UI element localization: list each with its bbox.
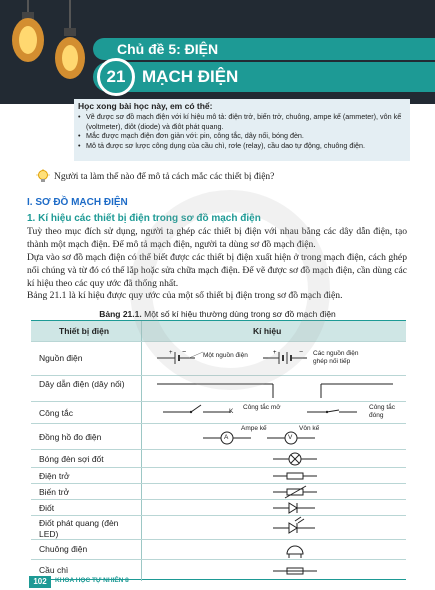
symbol-note: Công tắc đóng bbox=[369, 404, 396, 419]
objectives-box bbox=[74, 99, 410, 161]
objective-item: • Vẽ được sơ đồ mạch điện với kí hiệu mô tả: điện trở, biến trở, chuông, ampe kế (ammeter), vôn kế (voltmeter), điôt (diode) và điôt phát quang. bbox=[78, 112, 406, 131]
table-row bbox=[31, 499, 406, 515]
wire-symbol bbox=[143, 376, 405, 402]
row-label: Bóng đèn sợi đốt bbox=[39, 454, 104, 464]
svg-text:+: + bbox=[273, 350, 277, 356]
col-header-device: Thiết bị điện bbox=[59, 326, 110, 336]
page-footer bbox=[0, 573, 435, 590]
resistor-symbol bbox=[143, 468, 405, 484]
book-title: KHOA HỌC TỰ NHIÊN 8 bbox=[55, 577, 129, 584]
svg-text:−: − bbox=[299, 349, 304, 356]
row-label: Chuông điện bbox=[39, 544, 88, 554]
symbols-table bbox=[31, 320, 406, 580]
svg-text:+: + bbox=[169, 350, 173, 356]
row-label: Công tắc bbox=[39, 408, 74, 418]
row-label: Nguồn điện bbox=[39, 353, 83, 363]
voltmeter-letter: V bbox=[288, 434, 293, 441]
row-label: Biến trở bbox=[39, 487, 70, 497]
table-header bbox=[31, 321, 406, 341]
lightbulb-icon bbox=[36, 169, 50, 185]
table-row bbox=[31, 449, 406, 467]
paragraph: Tuỳ theo mục đích sử dụng, người ta ghép các thiết bị điện với nhau bằng các dây dẫn điện, tạo thành một mạch điện. Để mô tả mạch điện, người ta dùng sơ đồ mạch điện. bbox=[27, 226, 407, 250]
table-row bbox=[31, 515, 406, 539]
objective-item: • Mắc được mạch điện đơn giản với: pin, công tắc, dây nối, bóng đèn. bbox=[78, 131, 406, 141]
section-heading: I. SƠ ĐỒ MẠCH ĐIỆN bbox=[27, 197, 128, 208]
table-row bbox=[31, 467, 406, 483]
table-row bbox=[31, 375, 406, 401]
objectives-title: Học xong bài học này, em có thể: bbox=[78, 101, 213, 111]
col-header-symbol: Kí hiệu bbox=[253, 326, 282, 336]
paragraph: Dựa vào sơ đồ mạch điện có thể biết được các thiết bị điện xuất hiện ở trong mạch điện, cách ghép nối chúng và từ đó có thể lắp hoặc sửa chữa mạch điện. Để vẽ được sơ đồ mạch điện, cần dùng các kí hiệu theo các quy ước đã thống nhất. bbox=[27, 252, 407, 289]
symbol-note: Các nguồn điện ghép nối tiếp bbox=[313, 350, 359, 365]
objective-item: • Mô tả được sơ lược công dụng của cầu chì, rơle (relay), cầu dao tự động, chuông điện. bbox=[78, 141, 406, 151]
svg-text:−: − bbox=[182, 349, 187, 356]
table-caption-number: Bảng 21.1. bbox=[99, 309, 142, 319]
lamp-illustration bbox=[0, 0, 95, 104]
row-label: Đồng hồ đo điện bbox=[39, 432, 102, 442]
symbol-note: Một nguồn điện bbox=[203, 352, 248, 359]
row-label: Dây dẫn điện (dây nối) bbox=[39, 379, 125, 389]
row-label: Điốt phát quang (đèn LED) bbox=[39, 518, 119, 539]
rheostat-symbol bbox=[143, 484, 405, 500]
objectives-list bbox=[78, 112, 406, 150]
row-label: Điện trở bbox=[39, 471, 70, 481]
paragraph: Bảng 21.1 là kí hiệu được quy ước của một số thiết bị điện trong sơ đồ mạch điện. bbox=[27, 290, 343, 301]
row-label: Cầu chì bbox=[39, 565, 69, 575]
diode-symbol bbox=[143, 500, 405, 516]
bell-symbol bbox=[143, 540, 405, 560]
meter-symbol bbox=[143, 424, 405, 450]
symbol-note: Vôn kế bbox=[299, 425, 320, 432]
table-row bbox=[31, 341, 406, 375]
table-row bbox=[31, 483, 406, 499]
subsection-heading: 1. Kí hiệu các thiết bị điện trong sơ đồ mạch điện bbox=[27, 213, 261, 224]
table-caption-text: Một số kí hiệu thường dùng trong sơ đồ mạch điện bbox=[141, 309, 336, 319]
lesson-header bbox=[0, 0, 435, 104]
table-row bbox=[31, 423, 406, 449]
opening-question: Người ta làm thế nào để mô tả cách mắc các thiết bị điện? bbox=[54, 172, 275, 182]
table-caption bbox=[0, 309, 435, 319]
symbol-note: Ampe kế bbox=[241, 425, 267, 432]
led-symbol bbox=[143, 516, 405, 540]
table-row bbox=[31, 401, 406, 423]
page-number: 102 bbox=[29, 576, 51, 588]
ammeter-letter: A bbox=[224, 434, 229, 441]
symbol-note: Công tắc mở bbox=[243, 404, 281, 411]
lesson-number: 21 bbox=[97, 58, 135, 96]
lamp-symbol bbox=[143, 450, 405, 468]
row-label: Điốt bbox=[39, 503, 55, 513]
lesson-title: MẠCH ĐIỆN bbox=[142, 67, 239, 86]
k-label: K bbox=[229, 408, 234, 415]
table-row bbox=[31, 539, 406, 559]
chapter-title: Chủ đề 5: ĐIỆN bbox=[93, 38, 435, 60]
